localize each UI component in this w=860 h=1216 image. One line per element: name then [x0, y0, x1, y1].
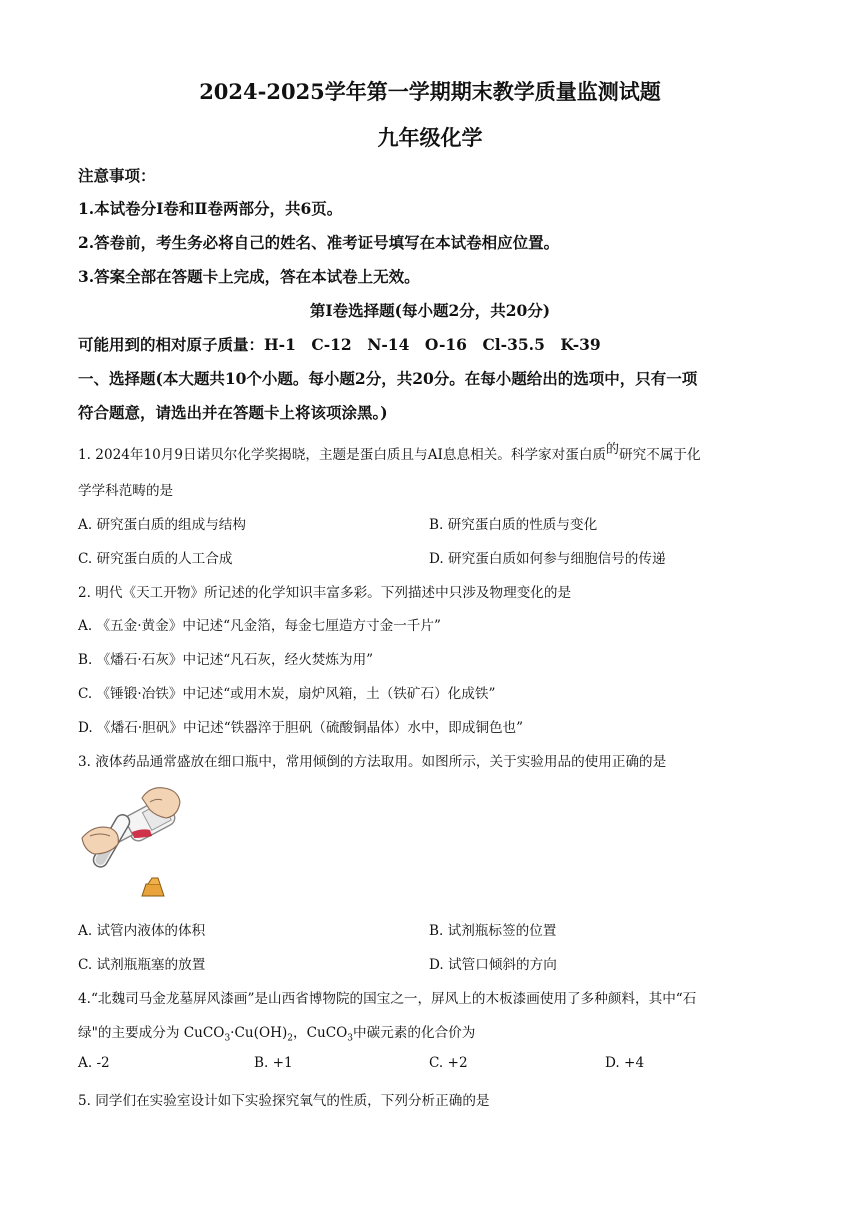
- notes-heading: 注意事项：: [78, 166, 156, 185]
- instructions-line-1: 一、选择题(本大题共10个小题。每小题2分，共20分。在每小题给出的选项中，只有一项: [78, 369, 698, 388]
- q3-option-a: A. 试管内液体的体积: [78, 923, 206, 939]
- note-item-3: 3.答案全部在答题卡上完成，答在本试卷上无效。: [78, 267, 420, 286]
- question-3-text: 3. 液体药品通常盛放在细口瓶中，常用倾倒的方法取用。如图所示，关于实验用品的使用正确的是: [78, 754, 667, 770]
- question-5-text: 5. 同学们在实验室设计如下实验探究氧气的性质，下列分析正确的是: [78, 1093, 490, 1109]
- q2-option-a: A. 《五金·黄金》中记述“凡金箔，每金七厘造方寸金一千片”: [78, 618, 441, 634]
- q1-option-b: B. 研究蛋白质的性质与变化: [429, 517, 598, 533]
- question-2-text: 2. 明代《天工开物》所记述的化学知识丰富多彩。下列描述中只涉及物理变化的是: [78, 585, 572, 601]
- atomic-masses: 可能用到的相对原子质量：H-1 C-12 N-14 O-16 Cl-35.5 K-39: [78, 335, 601, 354]
- question-1-text-line-2: 学学科范畴的是: [78, 483, 174, 499]
- q4-option-c: C. +2: [429, 1055, 468, 1071]
- pouring-liquid-illustration: [80, 780, 190, 902]
- q1-option-d: D. 研究蛋白质如何参与细胞信号的传递: [429, 551, 666, 567]
- q1-option-c: C. 研究蛋白质的人工合成: [78, 551, 233, 567]
- q4-option-b: B. +1: [254, 1055, 293, 1071]
- q4-option-a: A. -2: [78, 1055, 110, 1071]
- note-item-2: 2.答卷前，考生务必将自己的姓名、准考证号填写在本试卷相应位置。: [78, 233, 560, 252]
- page-subtitle: 九年级化学: [377, 125, 483, 150]
- question-1-text: 1. 2024年10月9日诺贝尔化学奖揭晓，主题是蛋白质且与AI息息相关。科学家对蛋白质的研究不属于化: [78, 442, 701, 463]
- q3-option-c: C. 试剂瓶瓶塞的放置: [78, 957, 206, 973]
- question-4-text: 4.“北魏司马金龙墓屏风漆画”是山西省博物院的国宝之一，屏风上的木板漆画使用了多种颜料，其中“石: [78, 991, 697, 1007]
- note-item-1: 1.本试卷分Ⅰ卷和Ⅱ卷两部分，共6页。: [78, 199, 343, 218]
- section-title: 第Ⅰ卷选择题(每小题2分，共20分): [309, 301, 551, 320]
- question-4-text-line-2: 绿"的主要成分为 $CuCO_3\cdot Cu(OH)_2$，CuCO$_3$中碳元素的化合价为: [78, 1025, 476, 1044]
- q4-option-d: D. +4: [605, 1055, 645, 1071]
- page-title: 2024-2025学年第一学期期末教学质量监测试题: [199, 79, 661, 104]
- instructions-line-2: 符合题意，请选出并在答题卡上将该项涂黑。): [78, 403, 388, 422]
- q1-option-a: A. 研究蛋白质的组成与结构: [78, 517, 246, 533]
- q3-option-d: D. 试管口倾斜的方向: [429, 957, 557, 973]
- q3-option-b: B. 试剂瓶标签的位置: [429, 923, 557, 939]
- q2-option-b: B. 《燔石·石灰》中记述“凡石灰，经火焚炼为用”: [78, 652, 374, 668]
- q2-option-d: D. 《燔石·胆矾》中记述“铁器淬于胆矾（硫酸铜晶体）水中，即成铜色也”: [78, 720, 524, 736]
- q2-option-c: C. 《锤锻·冶铁》中记述“或用木炭，扇炉风箱，土（铁矿石）化成铁”: [78, 686, 496, 702]
